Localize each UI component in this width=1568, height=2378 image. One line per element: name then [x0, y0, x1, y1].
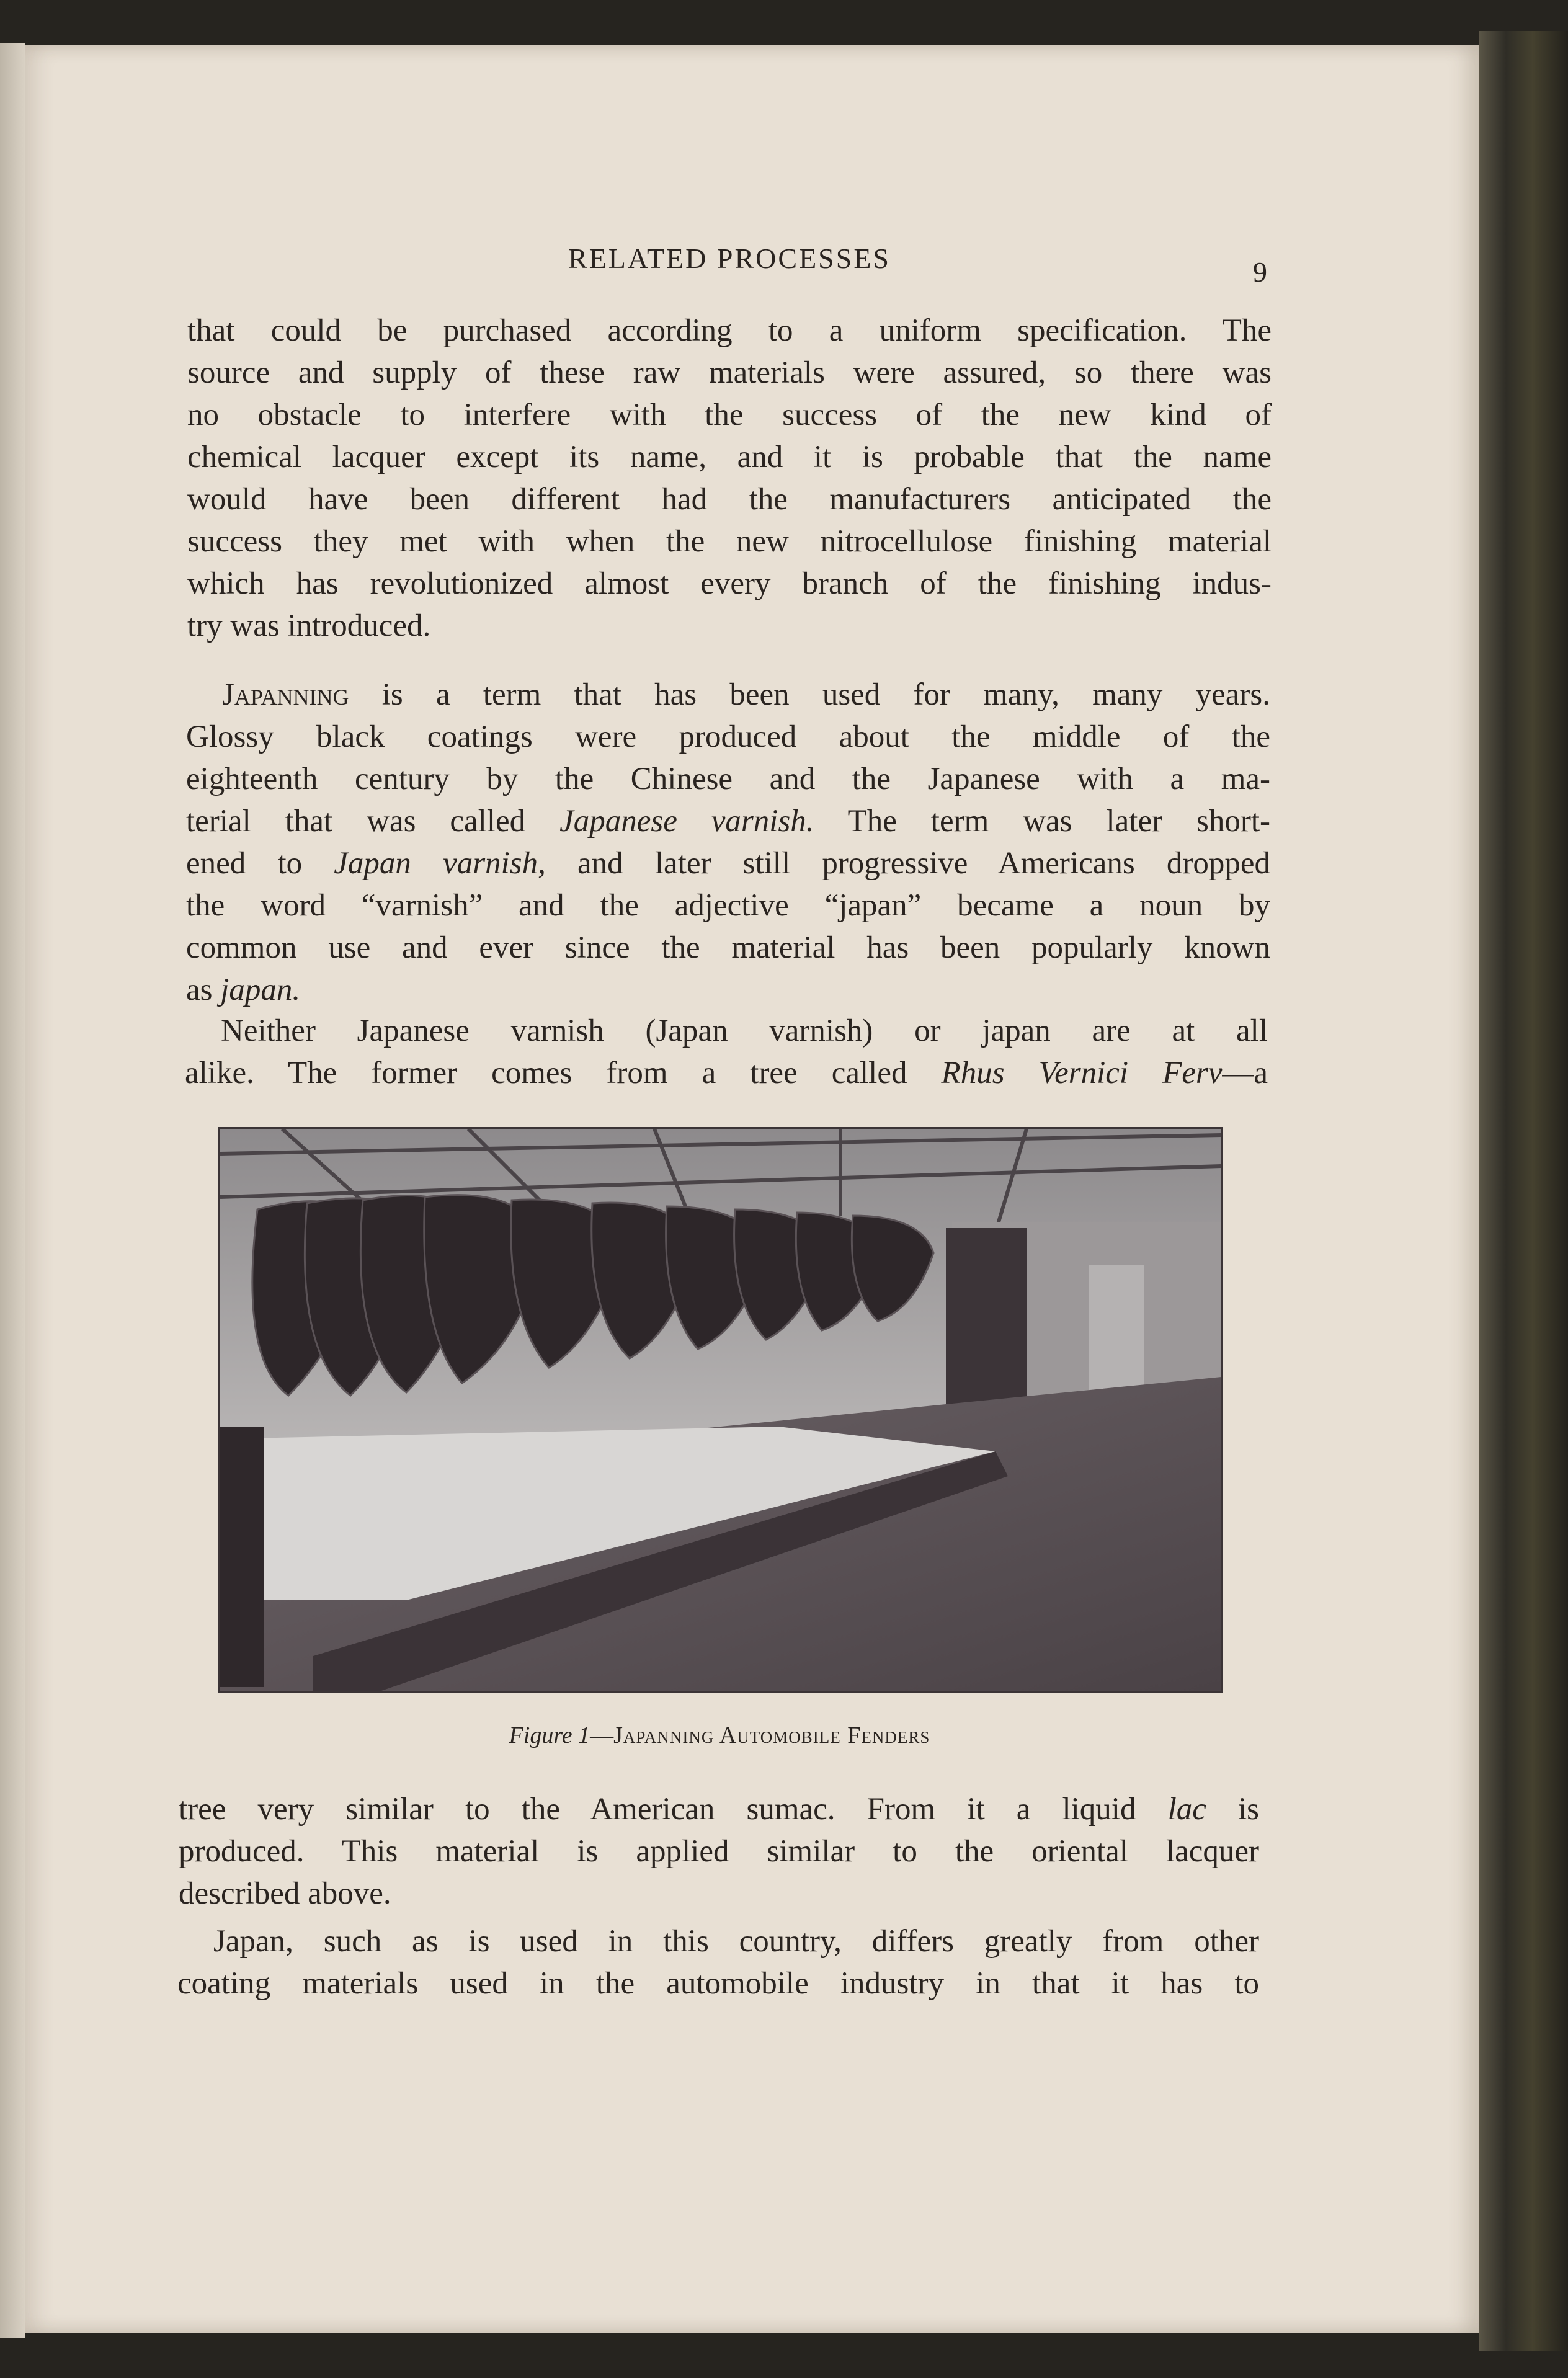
- italic-text: Japan varnish,: [334, 846, 546, 881]
- text-line: [179, 1788, 1259, 1830]
- italic-text: japan.: [220, 973, 301, 1007]
- figure-label: Figure 1: [509, 1722, 590, 1748]
- text-segment: as: [186, 973, 221, 1007]
- text-segment: is: [1206, 1792, 1259, 1827]
- text-line: [186, 800, 1270, 842]
- text-line: [187, 394, 1272, 436]
- figure-caption: [0, 1722, 1439, 1749]
- italic-text: Rhus Vernici Ferv: [941, 1056, 1223, 1090]
- text-segment: Glossy black coatings were produced about the middle of the: [186, 719, 1270, 754]
- text-line: [186, 716, 1270, 758]
- text-line: [186, 842, 1270, 884]
- paragraph-neither: [185, 1010, 1268, 1094]
- text-line: [187, 520, 1272, 563]
- text-segment: described above.: [179, 1876, 391, 1911]
- text-line: [187, 605, 1272, 647]
- text-segment: terial that was called: [186, 804, 560, 839]
- text-segment: coating materials used in the automobile industry in that it has to: [177, 1966, 1259, 2001]
- text-segment: which has revolutionized almost every branch of the finishing indus-: [187, 566, 1272, 601]
- text-line: [187, 478, 1272, 520]
- text-line: [187, 563, 1272, 605]
- text-segment: common use and ever since the material has been popularly known: [186, 930, 1270, 965]
- text-segment: source and supply of these raw materials were assured, so there was: [187, 355, 1272, 390]
- italic-text: lac: [1167, 1792, 1206, 1827]
- text-line: [185, 1052, 1268, 1094]
- paragraph-tree: [179, 1788, 1259, 1915]
- paragraph-continuation: [187, 309, 1272, 647]
- caption-dash: —: [590, 1722, 614, 1748]
- text-segment: is a term that has been used for many, many years.: [349, 677, 1270, 712]
- italic-text: Japanese varnish.: [559, 804, 814, 839]
- text-segment: try was introduced.: [187, 608, 431, 643]
- text-line: [179, 1830, 1259, 1873]
- text-segment: The term was later short-: [814, 804, 1270, 839]
- figure-photo-japanning-fenders: [218, 1127, 1223, 1693]
- text-line: [187, 309, 1272, 352]
- text-line: [186, 969, 1270, 1011]
- text-line: [186, 884, 1270, 927]
- text-line: [179, 1873, 1259, 1915]
- text-segment: would have been different had the manufacturers anticipated the: [187, 482, 1272, 517]
- text-segment: success they met with when the new nitrocellulose finishing material: [187, 524, 1272, 559]
- running-head: RELATED PROCESSES: [568, 243, 891, 274]
- page-number: 9: [1253, 256, 1267, 288]
- text-line: [186, 674, 1270, 716]
- text-line: [177, 1920, 1259, 1962]
- text-line: [177, 1962, 1259, 2005]
- text-segment: ened to: [186, 846, 334, 881]
- text-segment: that could be purchased according to a uniform specification. The: [187, 313, 1272, 348]
- text-line: [186, 927, 1270, 969]
- text-segment: alike. The former comes from a tree called: [185, 1056, 942, 1090]
- book-cover-edge: [1479, 31, 1568, 2351]
- text-segment: chemical lacquer except its name, and it is probable that the name: [187, 440, 1272, 474]
- factory-photo: [220, 1129, 1221, 1691]
- text-segment: produced. This material is applied similar to the oriental lacquer: [179, 1834, 1259, 1869]
- text-line: [187, 436, 1272, 478]
- figure-title: Japanning Automobile Fenders: [613, 1722, 930, 1748]
- text-segment: eighteenth century by the Chinese and the Japanese with a ma-: [186, 762, 1270, 796]
- text-segment: the word “varnish” and the adjective “japan” became a noun by: [186, 888, 1270, 923]
- previous-page-edge: [0, 43, 25, 2338]
- text-segment: and later still progressive Americans dropped: [545, 846, 1270, 881]
- text-segment: —a: [1222, 1056, 1268, 1090]
- text-segment: Japan, such as is used in this country, differs greatly from other: [213, 1924, 1259, 1959]
- paragraph-japanning: [186, 674, 1270, 1011]
- text-line: [185, 1010, 1268, 1052]
- paragraph-japan-usage: [177, 1920, 1259, 2005]
- text-segment: tree very similar to the American sumac. From it a liquid: [179, 1792, 1168, 1827]
- text-line: [187, 352, 1272, 394]
- text-segment: Neither Japanese varnish (Japan varnish) or japan are at all: [221, 1013, 1268, 1048]
- small-caps-text: Japanning: [222, 677, 349, 712]
- text-line: [186, 758, 1270, 800]
- text-segment: no obstacle to interfere with the success of the new kind of: [187, 398, 1272, 432]
